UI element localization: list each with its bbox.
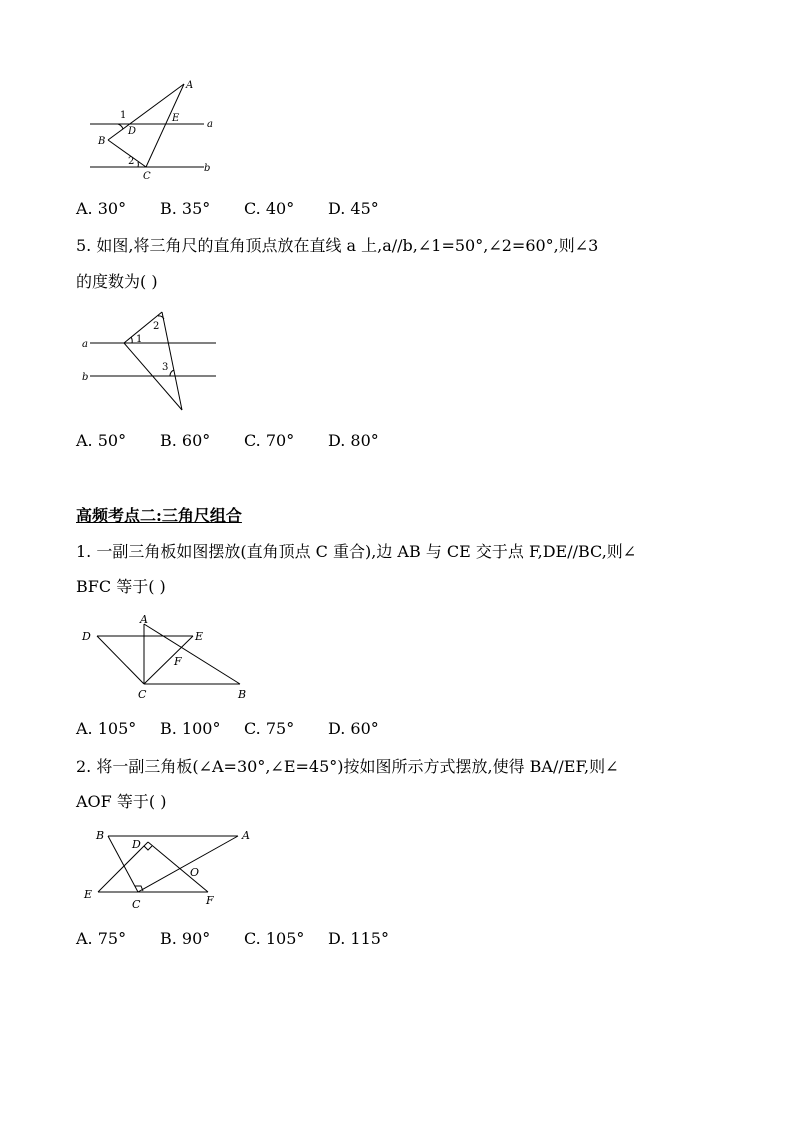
segment-BC (108, 140, 146, 167)
option-a: A. 75° (76, 929, 127, 948)
s2-question-2-line1: 2. 将一副三角板(∠A=30°,∠E=45°)按如图所示方式摆放,使得 BA//EF,则∠ (76, 757, 619, 776)
label-2: 2 (153, 321, 160, 332)
option-b: B. 100° (160, 719, 221, 738)
right-angle-D (144, 846, 152, 850)
segment-AB (144, 624, 240, 684)
label-F: F (174, 655, 182, 668)
question-5-line1: 5. 如图,将三角尺的直角顶点放在直线 a 上,a//b,∠1=50°,∠2=60°,则∠3 (76, 236, 599, 255)
option-c: C. 40° (244, 199, 295, 218)
question-5-line2: 的度数为( ) (76, 272, 158, 291)
label-A: A (186, 80, 194, 91)
label-D: D (128, 126, 137, 137)
option-b: B. 90° (160, 929, 211, 948)
label-B: B (96, 829, 105, 842)
angle-1-arc (118, 124, 123, 129)
s2-question-1-line1: 1. 一副三角板如图摆放(直角顶点 C 重合),边 AB 与 CE 交于点 F,DE//BC,则∠ (76, 542, 637, 561)
label-B: B (98, 136, 106, 147)
figure-q4 (80, 76, 230, 186)
label-E: E (84, 888, 93, 901)
label-A: A (140, 613, 148, 626)
option-d: D. 115° (328, 929, 389, 948)
label-1: 1 (120, 110, 127, 121)
option-d: D. 45° (328, 199, 379, 218)
segment-CA (138, 836, 238, 892)
label-D: D (82, 630, 91, 643)
label-C: C (138, 688, 147, 701)
label-B: B (238, 688, 247, 701)
figure-s2q1 (76, 612, 262, 704)
triangle-side-3 (162, 312, 182, 410)
option-d: D. 80° (328, 431, 379, 450)
option-b: B. 35° (160, 199, 211, 218)
label-C: C (143, 171, 151, 182)
section-heading: 高频考点二:三角尺组合 (76, 506, 242, 525)
option-a: A. 50° (76, 431, 127, 450)
label-a: a (207, 119, 213, 130)
label-E: E (172, 113, 180, 124)
label-1: 1 (136, 334, 143, 345)
label-3: 3 (162, 362, 169, 373)
angle-1-arc (131, 337, 132, 343)
option-c: C. 75° (244, 719, 295, 738)
s2-question-1-line2: BFC 等于( ) (76, 577, 166, 596)
label-2: 2 (128, 156, 135, 167)
option-d: D. 60° (328, 719, 379, 738)
label-a: a (82, 339, 88, 350)
label-O: O (190, 866, 200, 879)
label-A: A (242, 829, 250, 842)
label-E: E (195, 630, 204, 643)
figure-q5 (76, 306, 226, 416)
label-D: D (132, 838, 141, 851)
s2-question-2-line2: AOF 等于( ) (76, 792, 167, 811)
label-b: b (204, 163, 211, 174)
label-C: C (132, 898, 141, 911)
segment-DC (97, 636, 144, 684)
label-b: b (82, 372, 89, 383)
segment-CA (146, 84, 184, 167)
figure-s2q2 (80, 826, 270, 916)
option-b: B. 60° (160, 431, 211, 450)
option-c: C. 70° (244, 431, 295, 450)
option-c: C. 105° (244, 929, 305, 948)
angle-3-arc (170, 370, 174, 376)
option-a: A. 30° (76, 199, 127, 218)
option-a: A. 105° (76, 719, 137, 738)
label-F: F (206, 894, 214, 907)
segment-CE (144, 636, 193, 684)
